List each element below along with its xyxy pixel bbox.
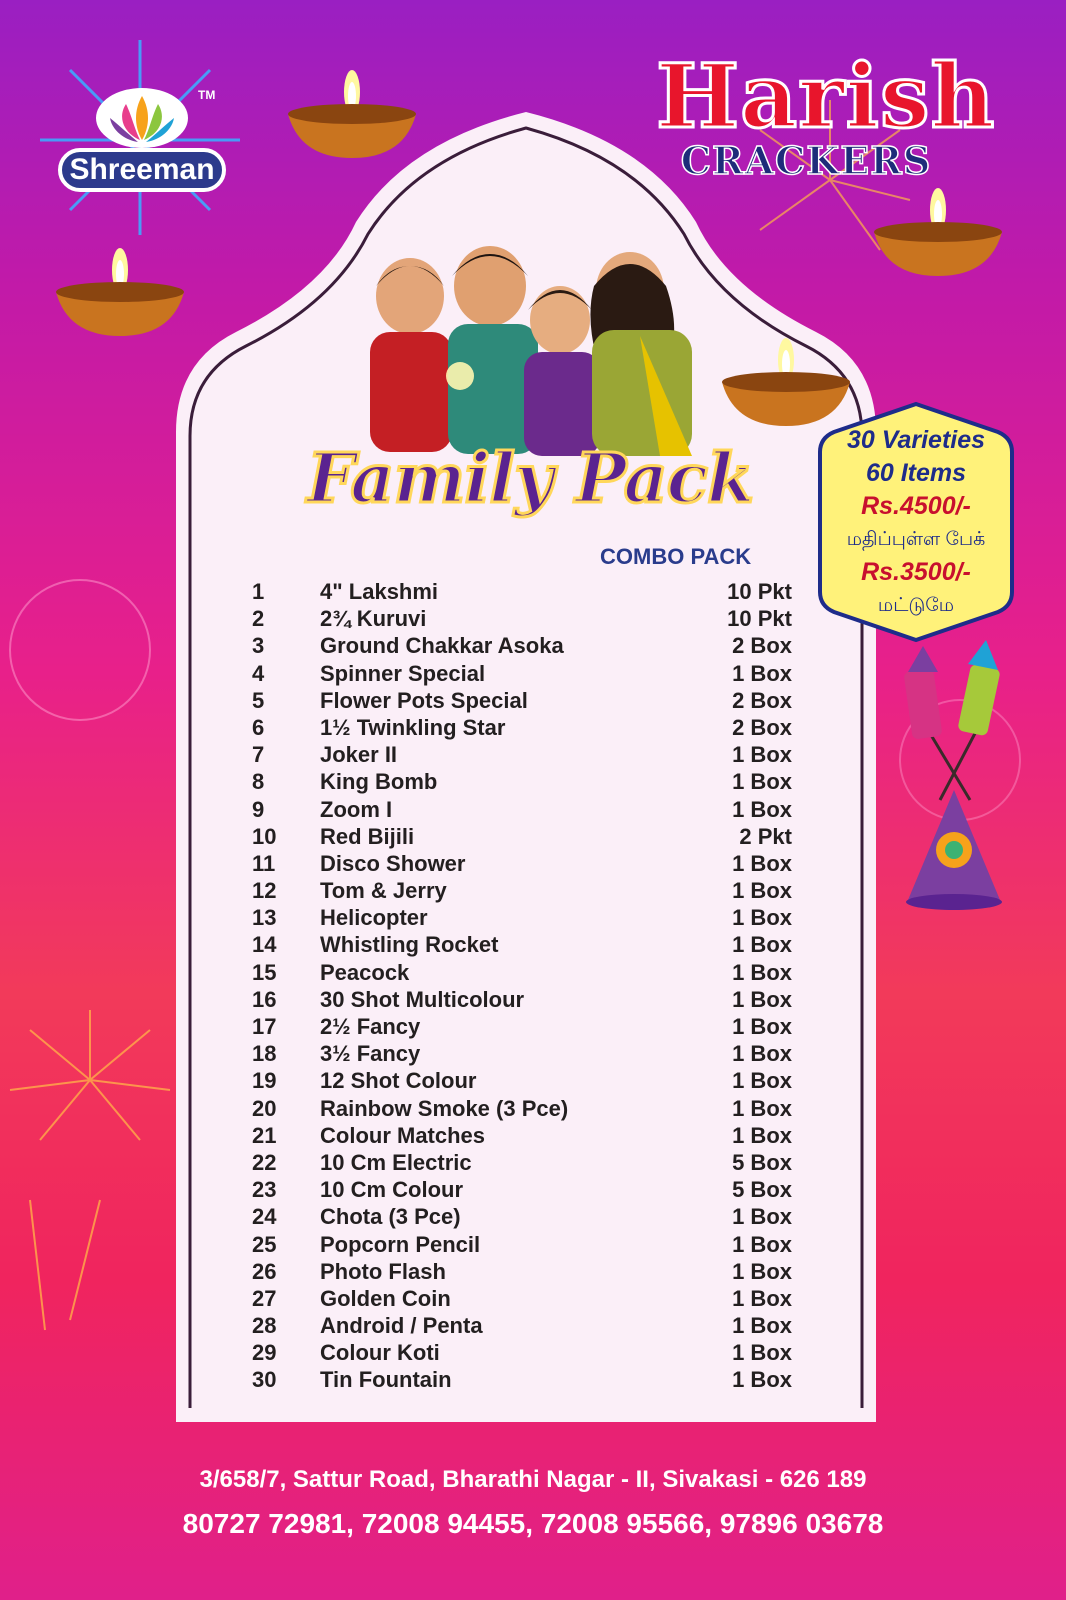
item-quantity: 1 Box: [732, 1041, 792, 1067]
item-quantity: 1 Box: [732, 1340, 792, 1366]
item-name: Disco Shower: [320, 850, 466, 876]
pack-subtitle: COMBO PACK: [600, 544, 752, 569]
item-number: 26: [252, 1258, 277, 1284]
list-item: [252, 714, 812, 741]
item-name: 10 Cm Colour: [320, 1177, 464, 1203]
item-number: 12: [252, 878, 277, 904]
item-quantity: 1 Box: [732, 1367, 792, 1393]
item-quantity: 1 Box: [732, 1204, 792, 1230]
list-item: [252, 1040, 812, 1067]
item-quantity: 1 Box: [732, 1313, 792, 1339]
item-quantity: 2 Box: [732, 633, 792, 659]
item-number: 8: [252, 769, 265, 795]
item-quantity: 2 Pkt: [739, 823, 792, 849]
item-name: 30 Shot Multicolour: [320, 986, 525, 1012]
badge-varieties: 30 Varieties: [846, 426, 986, 454]
item-number: 22: [252, 1149, 277, 1175]
item-quantity: 1 Box: [732, 1122, 792, 1148]
item-name: 12 Shot Colour: [320, 1068, 477, 1094]
item-quantity: 5 Box: [732, 1149, 792, 1175]
item-number: 17: [252, 1014, 277, 1039]
item-name: Rainbow Smoke (3 Pce): [320, 1095, 569, 1121]
item-quantity: 1 Box: [732, 796, 792, 822]
item-quantity: 2 Box: [732, 714, 792, 740]
item-quantity: 5 Box: [732, 1177, 792, 1203]
list-item: [252, 741, 812, 768]
item-quantity: 10 Pkt: [727, 606, 792, 632]
item-name: Joker II: [320, 742, 398, 768]
footer-phones: 80727 72981, 72008 94455, 72008 95566, 97896 03678: [182, 1508, 884, 1539]
family-illustration: [340, 236, 720, 456]
list-item: [252, 796, 812, 823]
list-item: [252, 1258, 812, 1285]
item-number: 23: [252, 1177, 277, 1203]
item-number: 2: [252, 606, 265, 632]
item-name: Tin Fountain: [320, 1367, 452, 1393]
item-number: 27: [252, 1285, 277, 1311]
item-number: 4: [252, 660, 265, 686]
lotus-icon: [96, 88, 188, 148]
list-item: [252, 1366, 812, 1393]
item-number: 11: [252, 850, 276, 876]
item-name: Photo Flash: [320, 1258, 446, 1284]
list-item: [252, 1176, 812, 1203]
item-quantity: 1 Box: [732, 742, 792, 768]
item-name: Peacock: [320, 959, 410, 985]
item-name: Android / Penta: [320, 1313, 483, 1339]
item-number: 25: [252, 1231, 277, 1257]
item-quantity: 1 Box: [732, 1095, 792, 1121]
item-quantity: 1 Box: [732, 850, 792, 876]
list-item: [252, 660, 812, 687]
item-quantity: 1 Box: [732, 878, 792, 904]
item-name: Colour Matches: [320, 1122, 486, 1148]
list-item: [252, 687, 812, 714]
item-name: 2¾ Kuruvi: [320, 606, 427, 632]
item-number: 24: [252, 1204, 277, 1230]
list-item: [252, 578, 812, 605]
item-name: Helicopter: [320, 905, 428, 931]
item-name: Popcorn Pencil: [320, 1231, 481, 1257]
item-quantity: 1 Box: [732, 1258, 792, 1284]
item-number: 16: [252, 986, 277, 1012]
item-number: 9: [252, 796, 265, 822]
list-item: [252, 904, 812, 931]
item-name: 2½ Fancy: [320, 1014, 421, 1039]
list-item: [252, 1203, 812, 1230]
item-name: 3½ Fancy: [320, 1041, 421, 1067]
item-number: 29: [252, 1340, 277, 1366]
item-name: 10 Cm Electric: [320, 1149, 472, 1175]
item-number: 20: [252, 1095, 277, 1121]
diya-lamp-icon: [52, 240, 188, 340]
item-name: Chota (3 Pce): [320, 1204, 461, 1230]
item-name: Colour Koti: [320, 1340, 440, 1366]
item-number: 28: [252, 1313, 277, 1339]
partner-logo-text: Shreeman: [58, 148, 226, 192]
item-name: 1½ Twinkling Star: [320, 714, 506, 740]
trademark-label: TM: [198, 88, 216, 102]
badge-price-label: மட்டுமே: [877, 595, 955, 616]
list-item: [252, 1312, 812, 1339]
item-quantity: 1 Box: [732, 932, 792, 958]
list-item: [252, 768, 812, 795]
item-quantity: 1 Box: [732, 959, 792, 985]
item-number: 19: [252, 1068, 277, 1094]
item-list: [252, 578, 812, 1394]
brand-subtitle: CRACKERS: [680, 138, 932, 183]
item-quantity: 1 Box: [732, 1068, 792, 1094]
item-number: 14: [252, 932, 277, 958]
item-number: 13: [252, 905, 277, 931]
item-quantity: 1 Box: [732, 660, 792, 686]
list-item: [252, 877, 812, 904]
item-name: Zoom I: [320, 796, 393, 822]
badge-items: 60 Items: [865, 459, 967, 487]
list-item: [252, 1095, 812, 1122]
price-badge-text: [818, 424, 1014, 622]
item-quantity: 10 Pkt: [727, 579, 792, 604]
list-item: [252, 850, 812, 877]
item-name: 4" Lakshmi: [320, 579, 439, 604]
item-number: 21: [252, 1122, 277, 1148]
rocket-cracker-icon: [900, 640, 1010, 920]
item-quantity: 1 Box: [732, 769, 792, 795]
list-item: [252, 632, 812, 659]
item-name: Ground Chakkar Asoka: [320, 633, 564, 659]
item-name: Spinner Special: [320, 660, 486, 686]
item-name: Red Bijili: [320, 823, 415, 849]
item-number: 18: [252, 1041, 277, 1067]
item-quantity: 1 Box: [732, 986, 792, 1012]
brand-name: Harish: [656, 44, 996, 148]
item-number: 3: [252, 633, 265, 659]
list-item: [252, 1149, 812, 1176]
list-item: [252, 823, 812, 850]
diya-lamp-icon: [870, 180, 1006, 280]
item-name: Flower Pots Special: [320, 687, 528, 713]
badge-price: Rs.3500/-: [861, 558, 971, 586]
item-name: Whistling Rocket: [320, 932, 499, 958]
pack-title: Family Pack: [306, 439, 754, 519]
item-number: 5: [252, 687, 265, 713]
list-item: [252, 959, 812, 986]
item-number: 1: [252, 579, 265, 604]
item-number: 30: [252, 1367, 277, 1393]
badge-mrp-label: மதிப்புள்ள பேக்: [846, 529, 986, 550]
item-quantity: 1 Box: [732, 1231, 792, 1257]
item-quantity: 1 Box: [732, 1285, 792, 1311]
list-item: [252, 1013, 812, 1040]
item-number: 6: [252, 714, 265, 740]
list-item: [252, 1122, 812, 1149]
list-item: [252, 1067, 812, 1094]
item-quantity: 1 Box: [732, 1014, 792, 1039]
badge-mrp: Rs.4500/-: [861, 492, 971, 520]
item-name: King Bomb: [320, 769, 438, 795]
item-name: Tom & Jerry: [320, 878, 447, 904]
list-item: [252, 1231, 812, 1258]
item-number: 10: [252, 823, 277, 849]
list-item: [252, 931, 812, 958]
item-number: 15: [252, 959, 277, 985]
item-name: Golden Coin: [320, 1285, 451, 1311]
list-item: [252, 1339, 812, 1366]
list-item: [252, 605, 812, 632]
list-item: [252, 986, 812, 1013]
list-item: [252, 1285, 812, 1312]
item-quantity: 2 Box: [732, 687, 792, 713]
footer-address: 3/658/7, Sattur Road, Bharathi Nagar - II, Sivakasi - 626 189: [199, 1466, 867, 1493]
item-quantity: 1 Box: [732, 905, 792, 931]
item-number: 7: [252, 742, 265, 768]
